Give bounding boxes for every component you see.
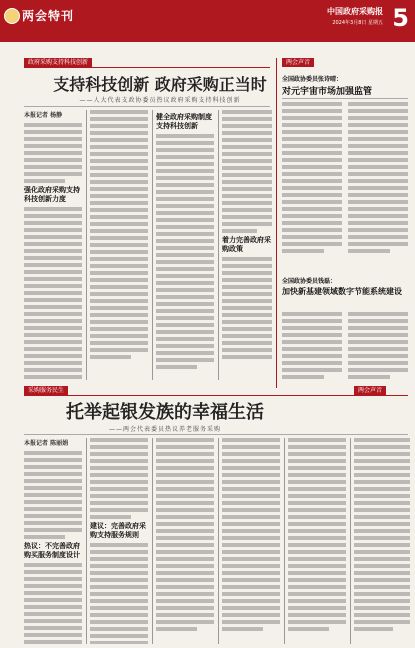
page-header [0, 0, 415, 42]
article-2-col-1 [24, 438, 82, 644]
column-rule [86, 438, 87, 644]
article-2-col-2 [90, 438, 148, 644]
page-number: 5 [392, 4, 409, 32]
article-1-subtitle: ——人大代表支政协委员热议政府采购支持科技创新 [79, 97, 241, 104]
issue-date: 2024年3月8日 星期五 [332, 20, 383, 26]
divider [24, 434, 408, 435]
divider [24, 106, 270, 107]
article-2-col-5 [288, 438, 346, 644]
side-2-col-1 [282, 312, 342, 388]
section-tag-bottom-left: 采购服务民生 [24, 386, 68, 395]
column-rule [152, 110, 153, 380]
article-2-col-3 [156, 438, 214, 644]
side-1-col-2 [348, 102, 408, 272]
article-1-title: 支持科技创新 政府采购正当时 [53, 75, 267, 94]
emblem-icon [4, 8, 20, 24]
article-2-section-head: 热议：不完善政府购买服务制度设计 [24, 542, 80, 559]
article-1-section-head: 健全政府采购制度支持科技创新 [156, 113, 212, 130]
article-2-subtitle: ——两会代表委员热议养老服务采购 [108, 426, 221, 433]
article-1-col-4 [222, 110, 272, 380]
article-1-section-head: 强化政府采购支持科技创新力度 [24, 186, 80, 203]
article-1-section-head: 着力完善政府采购政策 [222, 236, 271, 253]
divider [282, 98, 408, 99]
article-2-col-6 [354, 438, 410, 644]
column-rule [218, 110, 219, 380]
article-2-title: 托举起银发族的幸福生活 [66, 402, 264, 423]
side-2-headline: 加快新基建领域数字节能系统建设 [282, 286, 402, 296]
column-rule [284, 438, 285, 644]
section-tag-top-left: 政府采购支持科技创新 [24, 58, 92, 67]
article-1-col-1 [24, 110, 82, 380]
column-rule [152, 438, 153, 644]
paper-name: 中国政府采购报 [327, 7, 383, 16]
column-rule [86, 110, 87, 380]
article-2-author: 本报记者 陈丽娟 [24, 440, 69, 447]
column-rule [350, 438, 351, 644]
article-2-section-head: 建议：完善政府采购支持服务规则 [90, 522, 146, 539]
side-1-col-1 [282, 102, 342, 272]
section-tag-bottom-right: 两会声音 [354, 386, 386, 395]
side-2-col-2 [348, 312, 408, 388]
divider [24, 67, 270, 68]
section-tag-top-right: 两会声音 [282, 58, 314, 67]
column-rule [276, 58, 277, 388]
side-1-title: 全国政协委员张诗晴： [282, 76, 343, 83]
side-1-headline: 对元宇宙市场加强监管 [282, 87, 373, 97]
section-title: 两会特刊 [22, 9, 75, 23]
side-2-title: 全国政协委员钱磊： [282, 278, 337, 285]
column-rule [218, 438, 219, 644]
article-2-col-4 [222, 438, 280, 644]
article-1-col-2 [90, 110, 148, 380]
article-1-col-3 [156, 110, 214, 380]
divider [24, 395, 408, 396]
article-1-author: 本报记者 杨静 [24, 112, 63, 119]
